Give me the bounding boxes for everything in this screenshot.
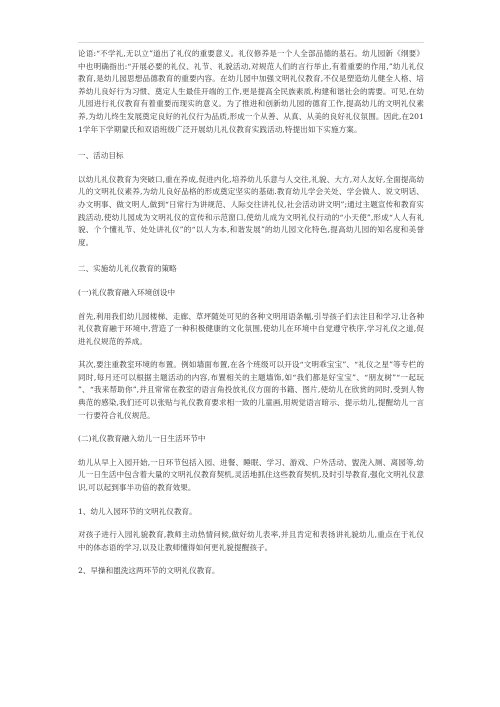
subsection-1-paragraph-1: 首先,利用我们幼儿园楼梯、走廊、草坪随处可见的各种文明用语条幅,引导孩子们去注目和学习,让各种礼仪教育融于环境中,营造了一种积极健康的文化氛围,使幼儿在环境中自觉遵守秩序,学习礼仪之道,促进礼仪规范的养成。	[78, 311, 424, 346]
section-1-heading: 一、活动目标	[78, 151, 124, 161]
item-1-heading: 1、幼儿入园环节的文明礼仪教育。	[78, 506, 197, 516]
item-2-heading: 2、早操和盥洗这两环节的文明礼仪教育。	[78, 566, 220, 576]
subsection-2-heading: (二)礼仪教育融入幼儿一日生活环节中	[78, 434, 206, 444]
header-rule	[78, 42, 424, 43]
document-body	[78, 48, 424, 578]
subsection-2-paragraph-1: 幼儿从早上入园开始,一日环节包括入园、进餐、睡眠、学习、游戏、户外活动、盥洗入厕、离园等,幼儿一日生活中包含着大量的文明礼仪教育契机,灵活地抓住这些教育契机,及时引导教育,强化文明礼仪意识,可以起到事半功倍的教育效果。	[78, 457, 424, 493]
section-2-heading: 二、实施幼儿礼仪教育的策略	[78, 264, 177, 274]
subsection-1-paragraph-2: 其次,要注重教室环境的布置。例如墙面布置,在各个班级可以开设“文明乖宝宝”、“礼仪之星”等专栏的同时,每月还可以根据主题活动的内容,布置相关的主题墙饰,如“我们都是好宝宝”、“朋友树”“一起玩 ”、“我来帮助你”,并且常常在教室的语言角投放礼仪方面的书籍、图片,使幼儿在欣赏的同时,受到人物典范的感染,我们还可以张贴与礼仪教育要求相一致的儿童画,用规觉语言暗示、提示幼儿,提醒幼儿一言一行要符合礼仪规范。	[78, 360, 424, 420]
section-1-paragraph: 以幼儿礼仪教育为突破口,重在养成,促进内化,培养幼儿乐意与人交往,礼貌、大方,对人友好,全面提高幼儿的文明礼仪素养,为幼儿良好品格的形成奠定坚实的基础.教育幼儿学会关处、学会做人、说文明话、办文明事、做文明人,做到“日常行为讲规范、人际交往讲礼仪,社会活动讲文明”;通过主题宣传和教育实践活动,使幼儿园成为文明礼仪的宣传和示范窗口,使幼儿成为文明礼仪行动的“小天使”,形成“人人有礼貌、个个懂礼节、处处讲礼仪”的“以人为本,和谐发展”的幼儿园文化特色,提高幼儿园的知名度和美誉度。	[78, 174, 424, 247]
subsection-1-heading: (一)礼仪教育融入环境创设中	[78, 287, 176, 297]
intro-paragraph: 论语:“不学礼,无以立”道出了礼仪的重要意义。礼仪修养是一个人全部品德的基石。幼儿园新《纲要》中也明确指出:“开展必要的礼仪、礼节、礼貌活动,对规范人们的言行举止,有着重要的作用,”幼儿礼仪教育,是幼儿园思想品德教育的重要内容。在幼儿园中加强文明礼仪教育,不仅是塑造幼儿健全人格、培养幼儿良好行为习惯、奠定人生最佳开端的工作,更是提高全民族素质,构建和谐社会的需要。可见,在幼儿园进行礼仪教育有着重要而现实的意义。为了推进和创新幼儿园的德育工作,提高幼儿的文明礼仪素养,为幼儿终生发展奠定良好的礼仪行为品质,形成一个从善、从真、从美的良好礼仪氛围。因此,在2011学年下学期蒙氏和双语班级广泛开展幼儿礼仪教育实践活动,特提出如下实施方案。	[78, 49, 424, 134]
item-1-paragraph: 对孩子进行入园礼貌教育,教师主动热情问候,做好幼儿表率,并且肯定和表扬讲礼貌幼儿,重点在于礼仪中的体态语的学习,以及让教师懂得如何更礼貌提醒孩子。	[78, 530, 424, 552]
